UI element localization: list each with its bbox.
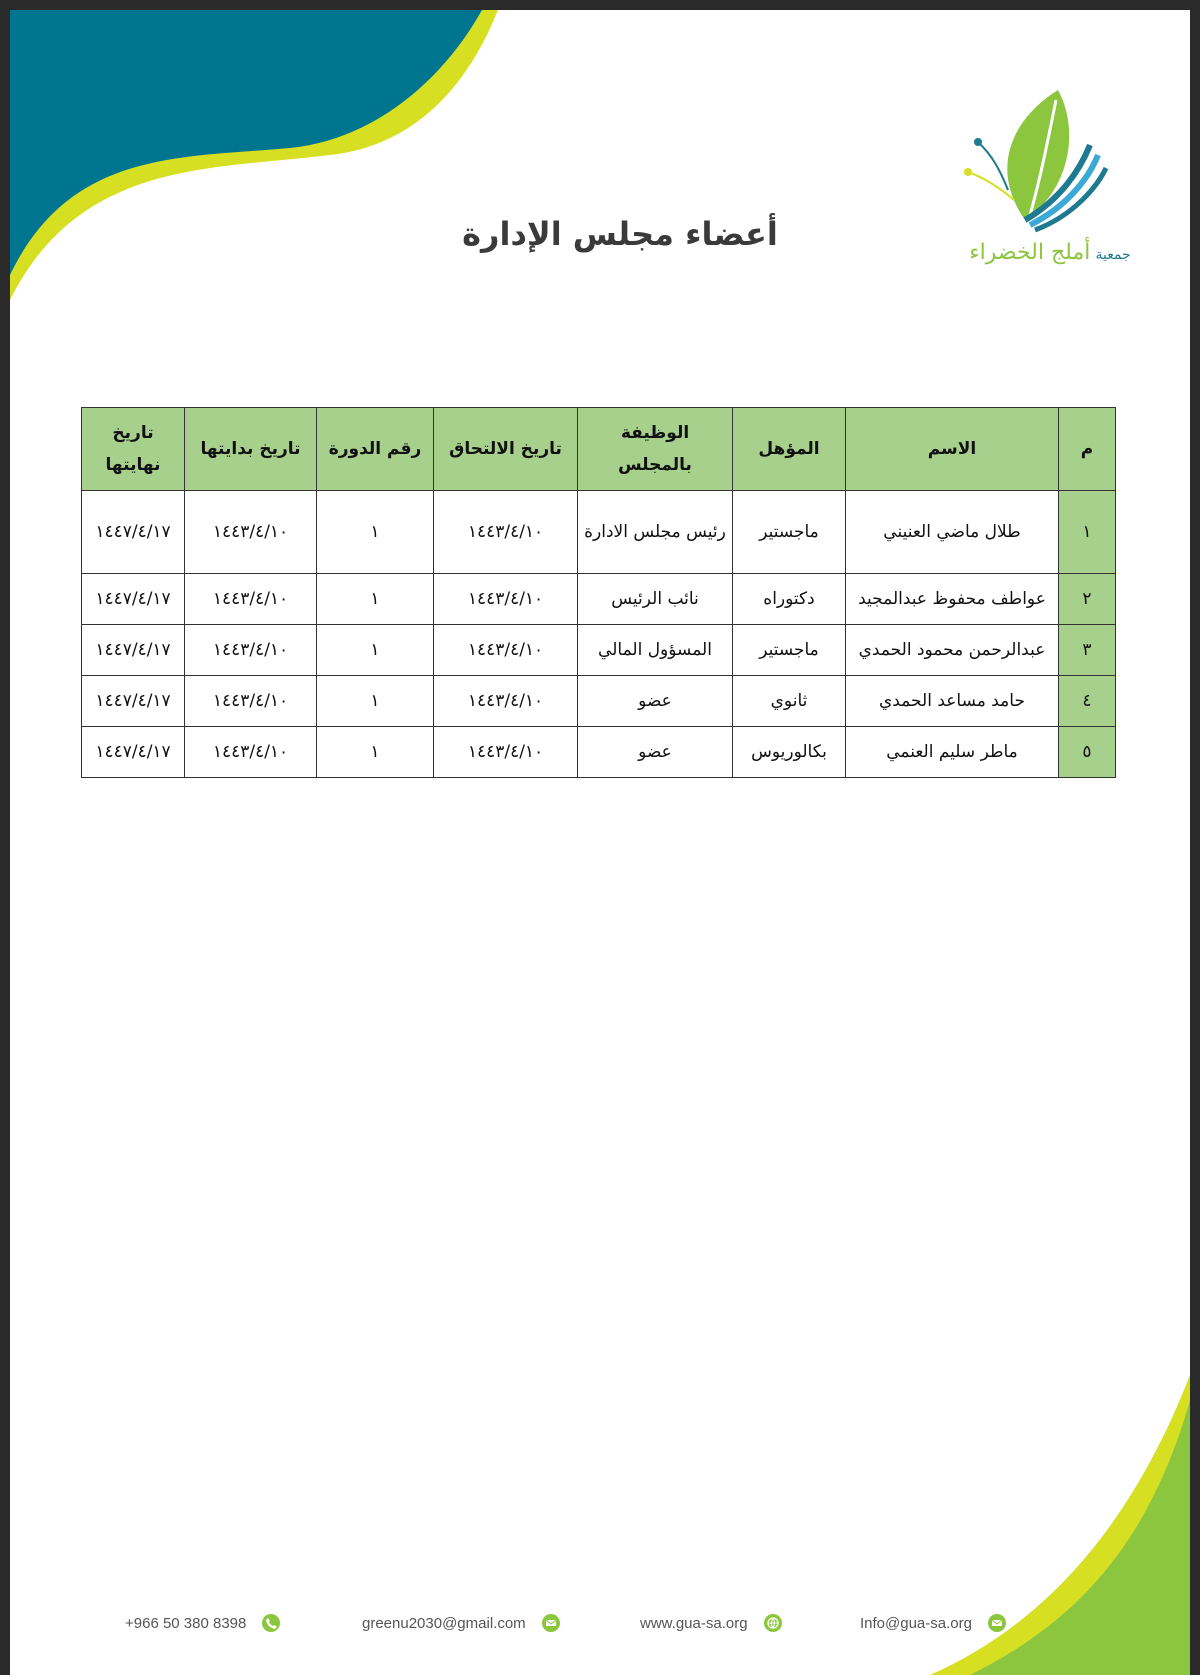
member-join-date: ١٤٤٣/٤/١٠ <box>434 727 578 778</box>
phone-text: +966 50 380 8398 <box>125 1614 247 1632</box>
table-row <box>82 727 1116 778</box>
row-number: ٤ <box>1059 676 1116 727</box>
member-qualification: بكالوريوس <box>733 727 846 778</box>
member-position: رئيس مجلس الادارة <box>578 491 733 574</box>
row-number: ٣ <box>1059 625 1116 676</box>
member-name: طلال ماضي العنيني <box>846 491 1059 574</box>
member-start-date: ١٤٤٣/٤/١٠ <box>185 574 317 625</box>
board-members-table <box>81 407 1116 778</box>
contact-footer <box>10 1608 1190 1638</box>
globe-icon <box>764 1614 782 1632</box>
footer-email <box>362 1608 560 1638</box>
member-join-date: ١٤٤٣/٤/١٠ <box>434 625 578 676</box>
member-end-date: ١٤٤٧/٤/١٧ <box>82 727 185 778</box>
table-row <box>82 625 1116 676</box>
member-qualification: ثانوي <box>733 676 846 727</box>
logo-name-text: أملج الخضراء <box>969 240 1091 265</box>
header-qualification: المؤهل <box>733 408 846 491</box>
member-cycle: ١ <box>317 625 434 676</box>
row-number: ٥ <box>1059 727 1116 778</box>
phone-icon <box>262 1614 280 1632</box>
header-cycle: رقم الدورة <box>317 408 434 491</box>
member-position: عضو <box>578 676 733 727</box>
member-cycle: ١ <box>317 676 434 727</box>
member-join-date: ١٤٤٣/٤/١٠ <box>434 491 578 574</box>
member-name: عبدالرحمن محمود الحمدي <box>846 625 1059 676</box>
member-name: عواطف محفوظ عبدالمجيد <box>846 574 1059 625</box>
footer-info-email <box>860 1608 1006 1638</box>
member-start-date: ١٤٤٣/٤/١٠ <box>185 727 317 778</box>
page-title: أعضاء مجلس الإدارة <box>462 215 778 253</box>
member-qualification: دكتوراه <box>733 574 846 625</box>
member-qualification: ماجستير <box>733 625 846 676</box>
email-text: greenu2030@gmail.com <box>362 1614 526 1632</box>
member-end-date: ١٤٤٧/٤/١٧ <box>82 574 185 625</box>
member-join-date: ١٤٤٣/٤/١٠ <box>434 574 578 625</box>
header-end-date: تاريخ نهايتها <box>82 408 185 491</box>
member-end-date: ١٤٤٧/٤/١٧ <box>82 676 185 727</box>
logo-prefix-text: جمعية <box>1095 247 1131 263</box>
header-position: الوظيفة بالمجلس <box>578 408 733 491</box>
row-number: ١ <box>1059 491 1116 574</box>
header-name: الاسم <box>846 408 1059 491</box>
footer-phone <box>125 1608 280 1638</box>
member-position: عضو <box>578 727 733 778</box>
email-icon <box>988 1614 1006 1632</box>
member-start-date: ١٤٤٣/٤/١٠ <box>185 676 317 727</box>
footer-website <box>640 1608 782 1638</box>
member-end-date: ١٤٤٧/٤/١٧ <box>82 625 185 676</box>
top-wave-decoration <box>10 10 570 310</box>
member-start-date: ١٤٤٣/٤/١٠ <box>185 491 317 574</box>
member-name: حامد مساعد الحمدي <box>846 676 1059 727</box>
member-join-date: ١٤٤٣/٤/١٠ <box>434 676 578 727</box>
member-start-date: ١٤٤٣/٤/١٠ <box>185 625 317 676</box>
email-icon <box>542 1614 560 1632</box>
document-page <box>10 10 1190 1675</box>
header-join-date: تاريخ الالتحاق <box>434 408 578 491</box>
member-position: المسؤول المالي <box>578 625 733 676</box>
website-text: www.gua-sa.org <box>640 1614 748 1632</box>
member-cycle: ١ <box>317 727 434 778</box>
organization-logo <box>930 80 1150 280</box>
table-row <box>82 574 1116 625</box>
info-email-text: Info@gua-sa.org <box>860 1614 972 1632</box>
member-end-date: ١٤٤٧/٤/١٧ <box>82 491 185 574</box>
member-name: ماطر سليم العنمي <box>846 727 1059 778</box>
header-start-date: تاريخ بدايتها <box>185 408 317 491</box>
member-qualification: ماجستير <box>733 491 846 574</box>
table-row <box>82 676 1116 727</box>
table-header-row <box>82 408 1116 491</box>
member-cycle: ١ <box>317 491 434 574</box>
leaf-logo-icon <box>930 80 1150 240</box>
table-row <box>82 491 1116 574</box>
header-number: م <box>1059 408 1116 491</box>
row-number: ٢ <box>1059 574 1116 625</box>
member-cycle: ١ <box>317 574 434 625</box>
member-position: نائب الرئيس <box>578 574 733 625</box>
